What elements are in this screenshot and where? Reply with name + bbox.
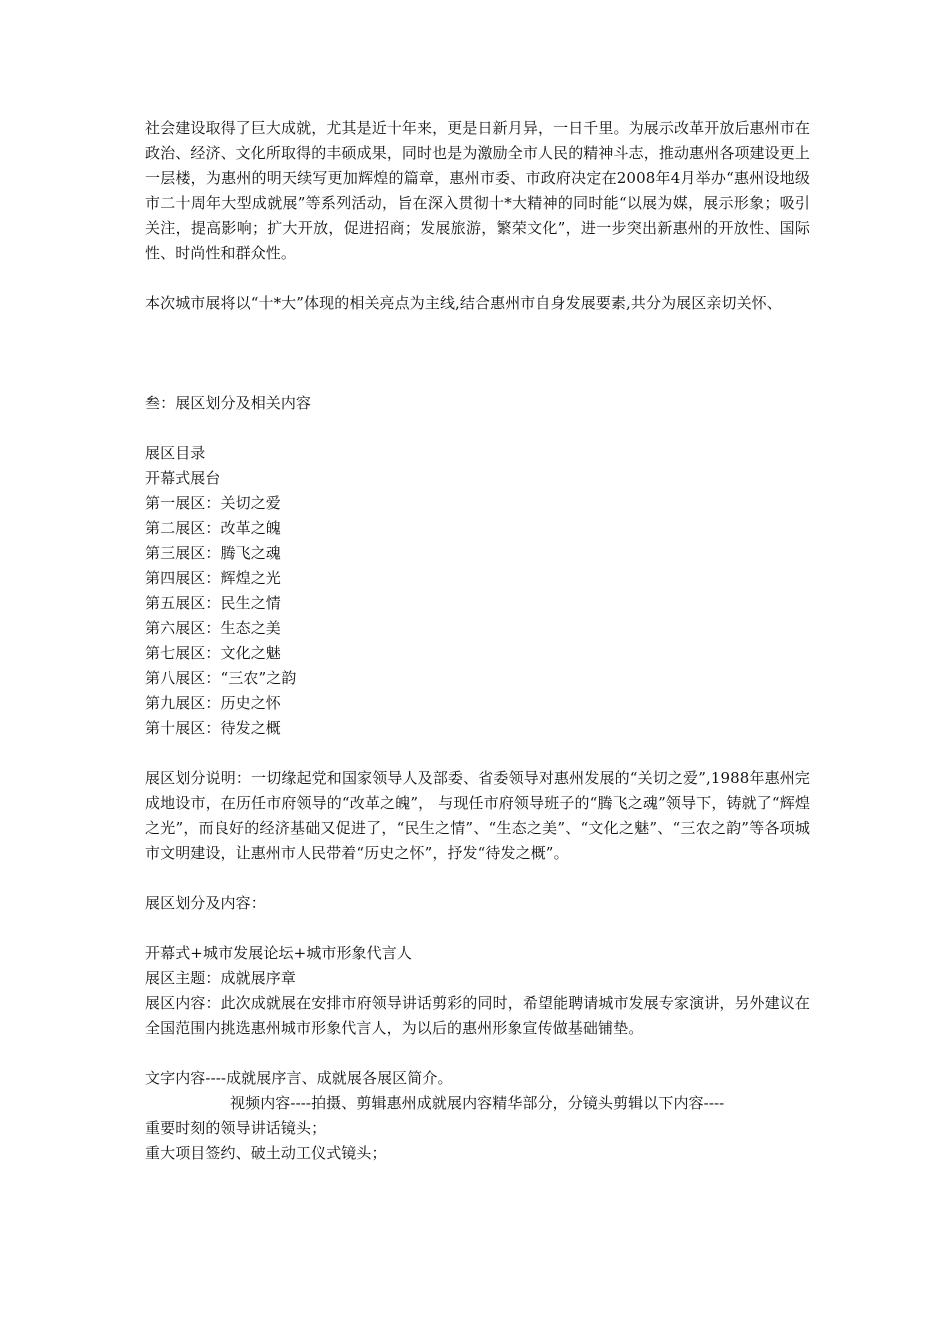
directory-item-zone-6: 第六展区：生态之美 (145, 619, 281, 637)
directory-item-zone-3: 第三展区：腾飞之魂 (145, 544, 281, 562)
division-note-paragraph: 展区划分说明：一切缘起党和国家领导人及部委、省委领导对惠州发展的“关切之爱”,1988年惠州完成地设市，在历任市府领导的“改革之魄”， 与现任市府领导班子的“腾飞之魂”领导下，铸就了“辉煌之光”，而良好的经济基础又促进了，“民生之情”、“生态之美”、“文化之魅”、“三农之韵”等各项城市文明建设，让惠州市人民带着“历史之怀”，抒发“待发之概”。 (145, 769, 810, 862)
opening-theme: 展区主题：成就展序章 (145, 969, 297, 987)
directory-item-zone-2: 第二展区：改革之魄 (145, 519, 281, 537)
directory-item-zone-9: 第九展区：历史之怀 (145, 694, 281, 712)
directory-item-opening: 开幕式展台 (145, 469, 221, 487)
directory-item-zone-8: 第八展区：“三农”之韵 (145, 669, 297, 687)
document-body (145, 116, 810, 1166)
opening-content: 展区内容：此次成就展在安排市府领导讲话剪彩的同时，希望能聘请城市发展专家演讲，另外建议在全国范围内挑选惠州城市形象代言人，为以后的惠州形象宣传做基础铺垫。 (145, 994, 810, 1037)
section-heading: 叁：展区划分及相关内容 (145, 394, 312, 412)
video-content-line: 视频内容----拍摄、剪辑惠州成就展内容精华部分，分镜头剪辑以下内容---- (230, 1094, 725, 1112)
directory-item-zone-1: 第一展区：关切之爱 (145, 494, 281, 512)
shot-item-speech: 重要时刻的领导讲话镜头； (145, 1119, 327, 1137)
opening-title: 开幕式+城市发展论坛+城市形象代言人 (145, 944, 412, 962)
intro-paragraph-1: 社会建设取得了巨大成就，尤其是近十年来，更是日新月异，一日千里。为展示改革开放后惠州市在政治、经济、文化所取得的丰硕成果，同时也是为激励全市人民的精神斗志，推动惠州各项建设更上一层楼，为惠州的明天续写更加辉煌的篇章，惠州市委、市政府决定在2008年4月举办“惠州设地级市二十周年大型成就展”等系列活动，旨在深入贯彻十*大精神的同时能“以展为媒，展示形象；吸引关注，提高影响；扩大开放，促进招商；发展旅游，繁荣文化”，进一步突出新惠州的开放性、国际性、时尚性和群众性。 (145, 119, 810, 262)
division-content-heading: 展区划分及内容： (145, 894, 266, 912)
directory-list (145, 466, 810, 741)
directory-item-zone-5: 第五展区：民生之情 (145, 594, 281, 612)
intro-paragraph-2: 本次城市展将以“十*大”体现的相关亮点为主线,结合惠州市自身发展要素,共分为展区亲切关怀、 (145, 294, 782, 312)
directory-item-zone-4: 第四展区：辉煌之光 (145, 569, 281, 587)
directory-item-zone-7: 第七展区：文化之魅 (145, 644, 281, 662)
directory-title: 展区目录 (145, 444, 206, 462)
shot-item-signing: 重大项目签约、破土动工仪式镜头； (145, 1144, 387, 1162)
text-content-line: 文字内容----成就展序言、成就展各展区简介。 (145, 1069, 453, 1087)
directory-item-zone-10: 第十展区：待发之概 (145, 719, 281, 737)
